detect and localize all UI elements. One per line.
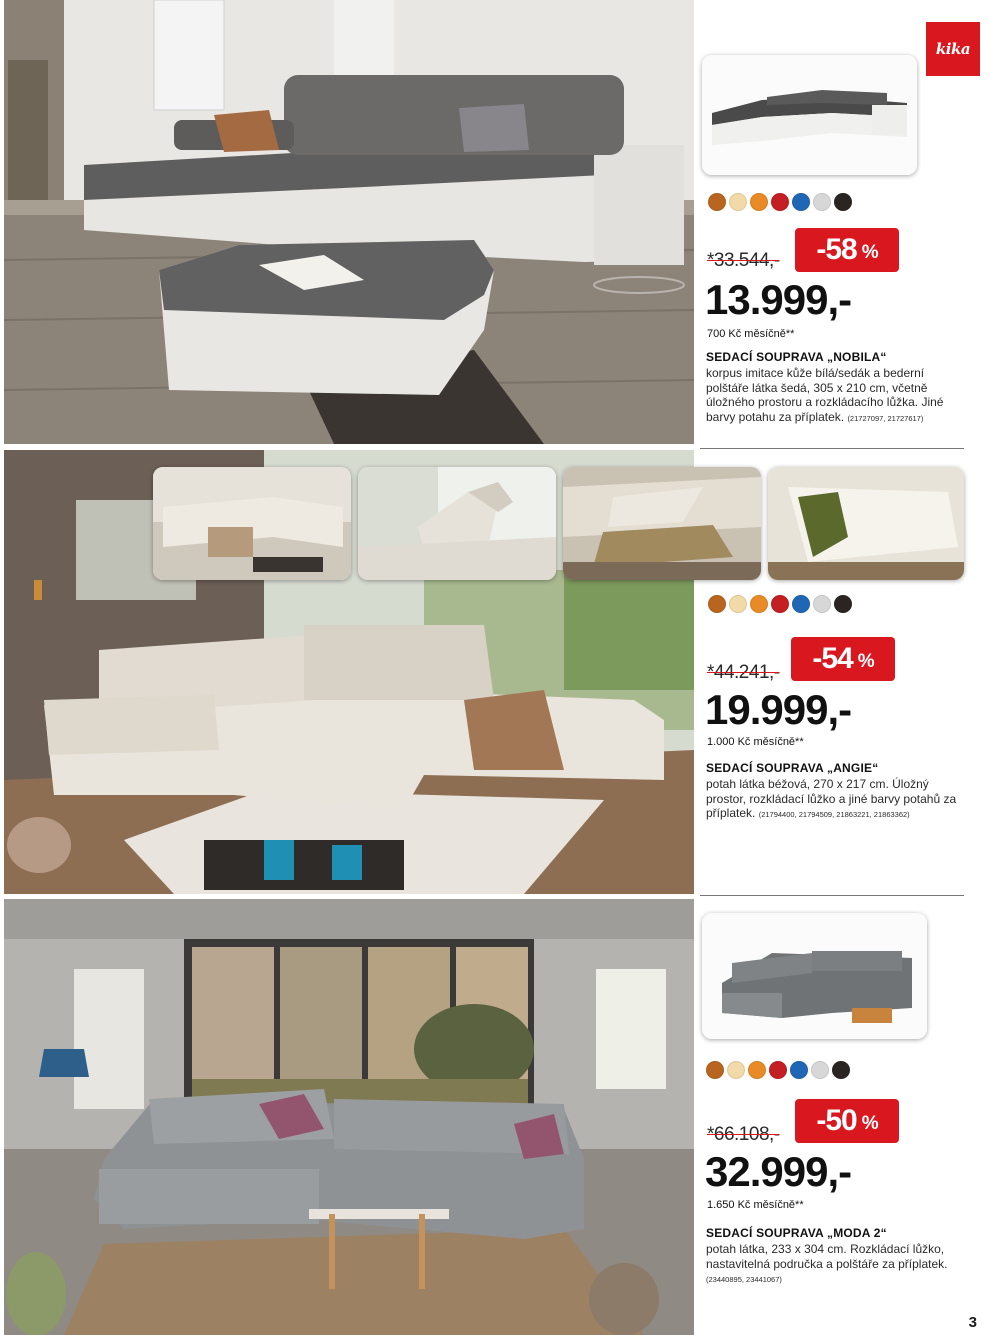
swatch[interactable] <box>708 595 726 613</box>
swatch[interactable] <box>729 193 747 211</box>
divider <box>700 895 964 896</box>
swatch[interactable] <box>834 595 852 613</box>
swatch[interactable] <box>750 595 768 613</box>
angie-monthly: 1.000 Kč měsíčně** <box>707 736 804 748</box>
moda-product-thumbnail <box>702 913 927 1039</box>
moda-room-photo <box>4 899 694 1335</box>
nobila-product-thumbnail <box>702 55 917 175</box>
swatch[interactable] <box>771 595 789 613</box>
swatch[interactable] <box>813 193 831 211</box>
nobila-monthly: 700 Kč měsíčně** <box>707 328 795 340</box>
swatch[interactable] <box>832 1061 850 1079</box>
moda-description: potah látka, 233 x 304 cm. Rozkládací lůžko, nastavitelná područka a polštáře za příplatek. (23440895, 23441067) <box>706 1242 948 1285</box>
swatch[interactable] <box>729 595 747 613</box>
nobila-price: 13.999,- <box>705 276 852 323</box>
swatch[interactable] <box>792 193 810 211</box>
moda-discount-badge: -50 % <box>795 1099 899 1143</box>
nobila-codes: (21727097, 21727617) <box>847 414 924 424</box>
angie-codes: (21794400, 21794509, 21863221, 21863362) <box>758 810 910 820</box>
swatch[interactable] <box>750 193 768 211</box>
swatch[interactable] <box>811 1061 829 1079</box>
swatch[interactable] <box>727 1061 745 1079</box>
nobila-discount-badge: -58 % <box>795 228 899 272</box>
angie-description: potah látka béžová, 270 x 217 cm. Úložný prostor, rozkládací lůžko a jiné barvy potahů za příplatek. (21794400, 21794509, 21863221, 21863362) <box>706 777 957 821</box>
swatch[interactable] <box>748 1061 766 1079</box>
moda-price: 32.999,- <box>705 1148 852 1195</box>
moda-codes: (23440895, 23441067) <box>706 1275 782 1285</box>
moda-title: SEDACÍ SOUPRAVA „MODA 2“ <box>706 1226 887 1240</box>
moda-color-swatches <box>706 1061 853 1079</box>
nobila-room-photo <box>4 0 694 444</box>
angie-thumbnail-4 <box>768 467 964 580</box>
nobila-title: SEDACÍ SOUPRAVA „NOBILA“ <box>706 350 887 364</box>
page-number: 3 <box>968 1314 977 1331</box>
kika-logo: kika <box>926 22 980 76</box>
swatch[interactable] <box>708 193 726 211</box>
nobila-color-swatches <box>708 193 855 211</box>
nobila-description: korpus imitace kůže bílá/sedák a bederní polštáře látka šedá, 305 x 210 cm, včetně úložného prostoru a rozkládacího lůžka. Jiné barvy potahu za příplatek. (21727097, 21727617) <box>706 366 944 425</box>
moda-old-price: *66.108,- <box>707 1124 780 1145</box>
angie-thumbnail-1 <box>153 467 351 580</box>
swatch[interactable] <box>834 193 852 211</box>
swatch[interactable] <box>813 595 831 613</box>
swatch[interactable] <box>769 1061 787 1079</box>
divider <box>700 448 964 449</box>
moda-monthly: 1.650 Kč měsíčně** <box>707 1199 804 1211</box>
angie-color-swatches <box>708 595 855 613</box>
swatch[interactable] <box>771 193 789 211</box>
angie-price: 19.999,- <box>705 686 852 733</box>
angie-thumbnail-3 <box>563 467 761 580</box>
angie-discount-badge: -54 % <box>791 637 895 681</box>
nobila-old-price: *33.544,- <box>707 250 780 271</box>
swatch[interactable] <box>792 595 810 613</box>
angie-thumbnail-2 <box>358 467 556 580</box>
swatch[interactable] <box>706 1061 724 1079</box>
angie-old-price: *44.241,- <box>707 662 780 683</box>
angie-title: SEDACÍ SOUPRAVA „ANGIE“ <box>706 761 879 775</box>
swatch[interactable] <box>790 1061 808 1079</box>
